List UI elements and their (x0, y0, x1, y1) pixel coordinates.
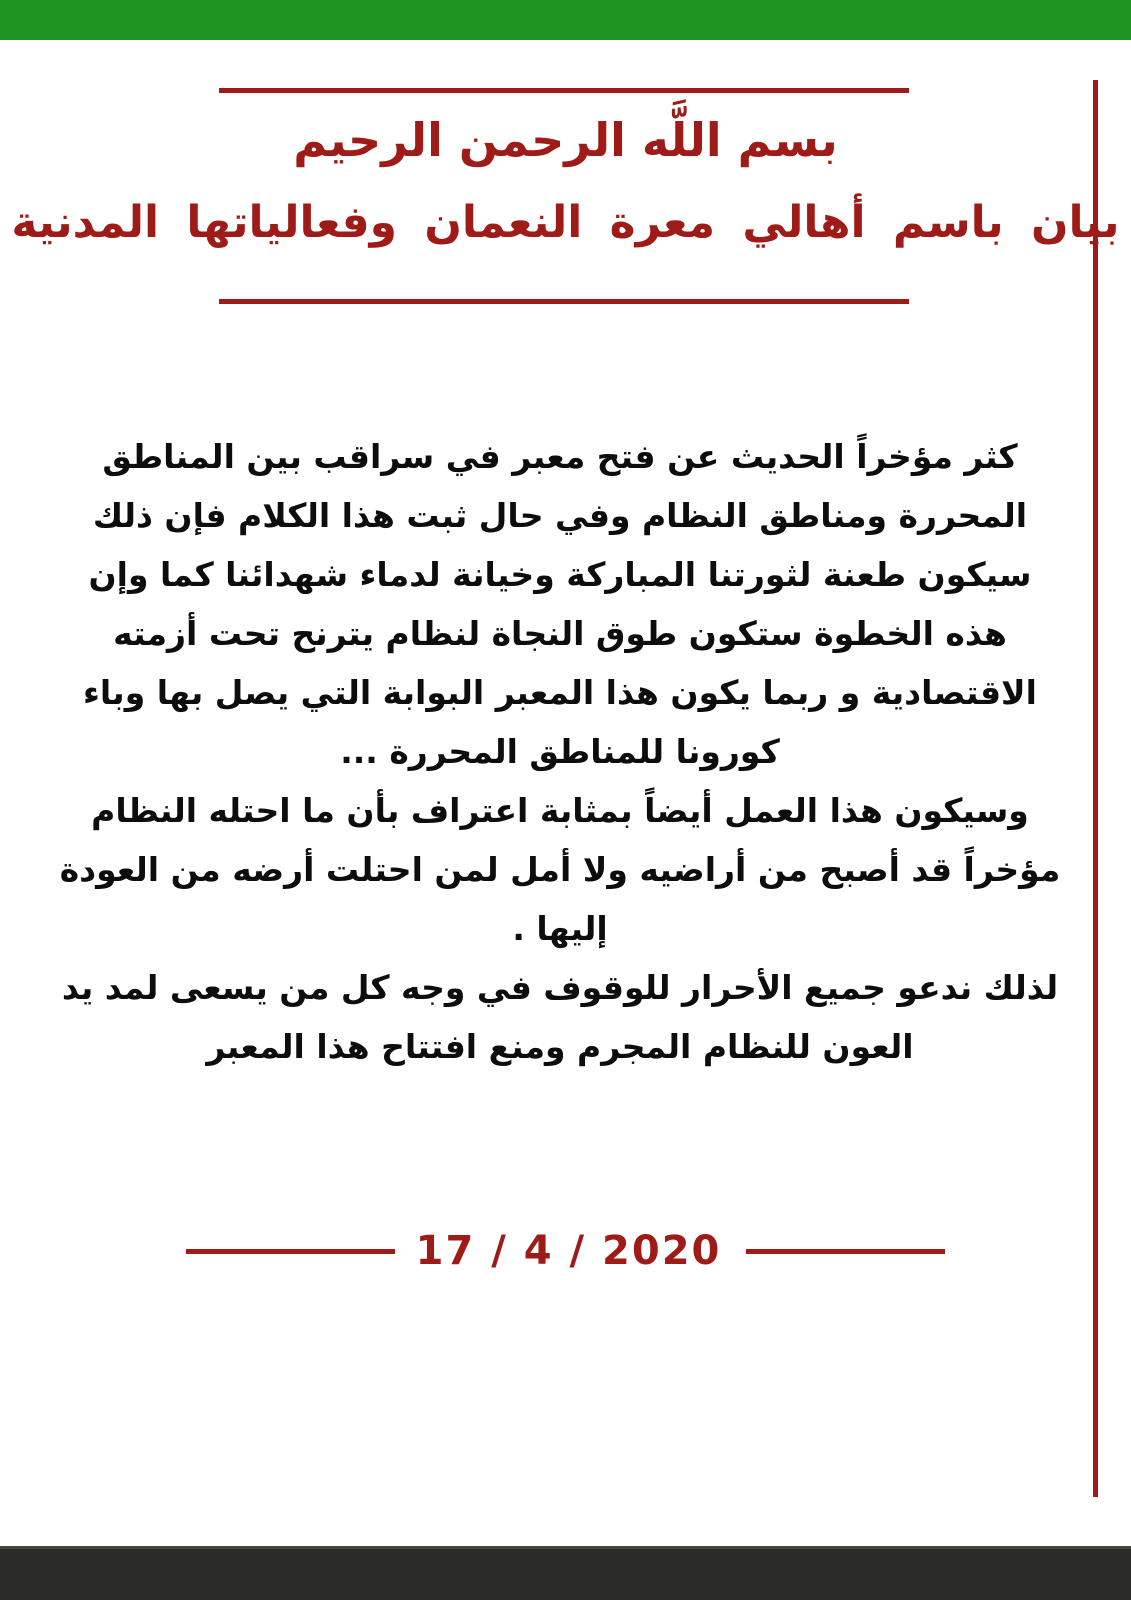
body-line: الاقتصادية و ربما يكون هذا المعبر البوابة التي يصل بها وباء (83, 673, 1037, 712)
basmala-title: بسم اللَّه الرحمن الرحيم (293, 113, 838, 167)
right-border-rule (1093, 80, 1098, 1497)
bottom-dark-bar (0, 1546, 1131, 1600)
body-line: كورونا للمناطق المحررة ... (340, 732, 780, 771)
title-top-rule (219, 88, 909, 93)
date-right-rule (746, 1249, 945, 1254)
body-line: هذه الخطوة ستكون طوق النجاة لنظام يترنح تحت أزمته (113, 614, 1007, 653)
statement-title: بيان باسم أهالي معرة النعمان وفعالياتها المدنية (11, 197, 1120, 248)
date-row (0, 1226, 1131, 1276)
body-line: كثر مؤخراً الحديث عن فتح معبر في سراقب بين المناطق (102, 437, 1018, 476)
body-line: سيكون طعنة لثورتنا المباركة وخيانة لدماء شهدائنا كما وإن (88, 555, 1032, 594)
body-line: مؤخراً قد أصبح من أراضيه ولا أمل لمن احتلت أرضه من العودة (59, 850, 1061, 889)
body-line: وسيكون هذا العمل أيضاً بمثابة اعتراف بأن ما احتله النظام (91, 791, 1029, 830)
body-line: العون للنظام المجرم ومنع افتتاح هذا المعبر (206, 1027, 914, 1066)
green-top-bar (0, 0, 1131, 40)
body-line: إليها . (512, 909, 608, 948)
statement-date: 17 / 4 / 2020 (415, 1228, 722, 1274)
body-line: المحررة ومناطق النظام وفي حال ثبت هذا الكلام فإن ذلك (92, 496, 1028, 535)
date-left-rule (186, 1249, 395, 1254)
title-bottom-rule (219, 299, 909, 304)
statement-body (55, 427, 1065, 1076)
body-line: لذلك ندعو جميع الأحرار للوقوف في وجه كل من يسعى لمد يد (61, 968, 1059, 1007)
